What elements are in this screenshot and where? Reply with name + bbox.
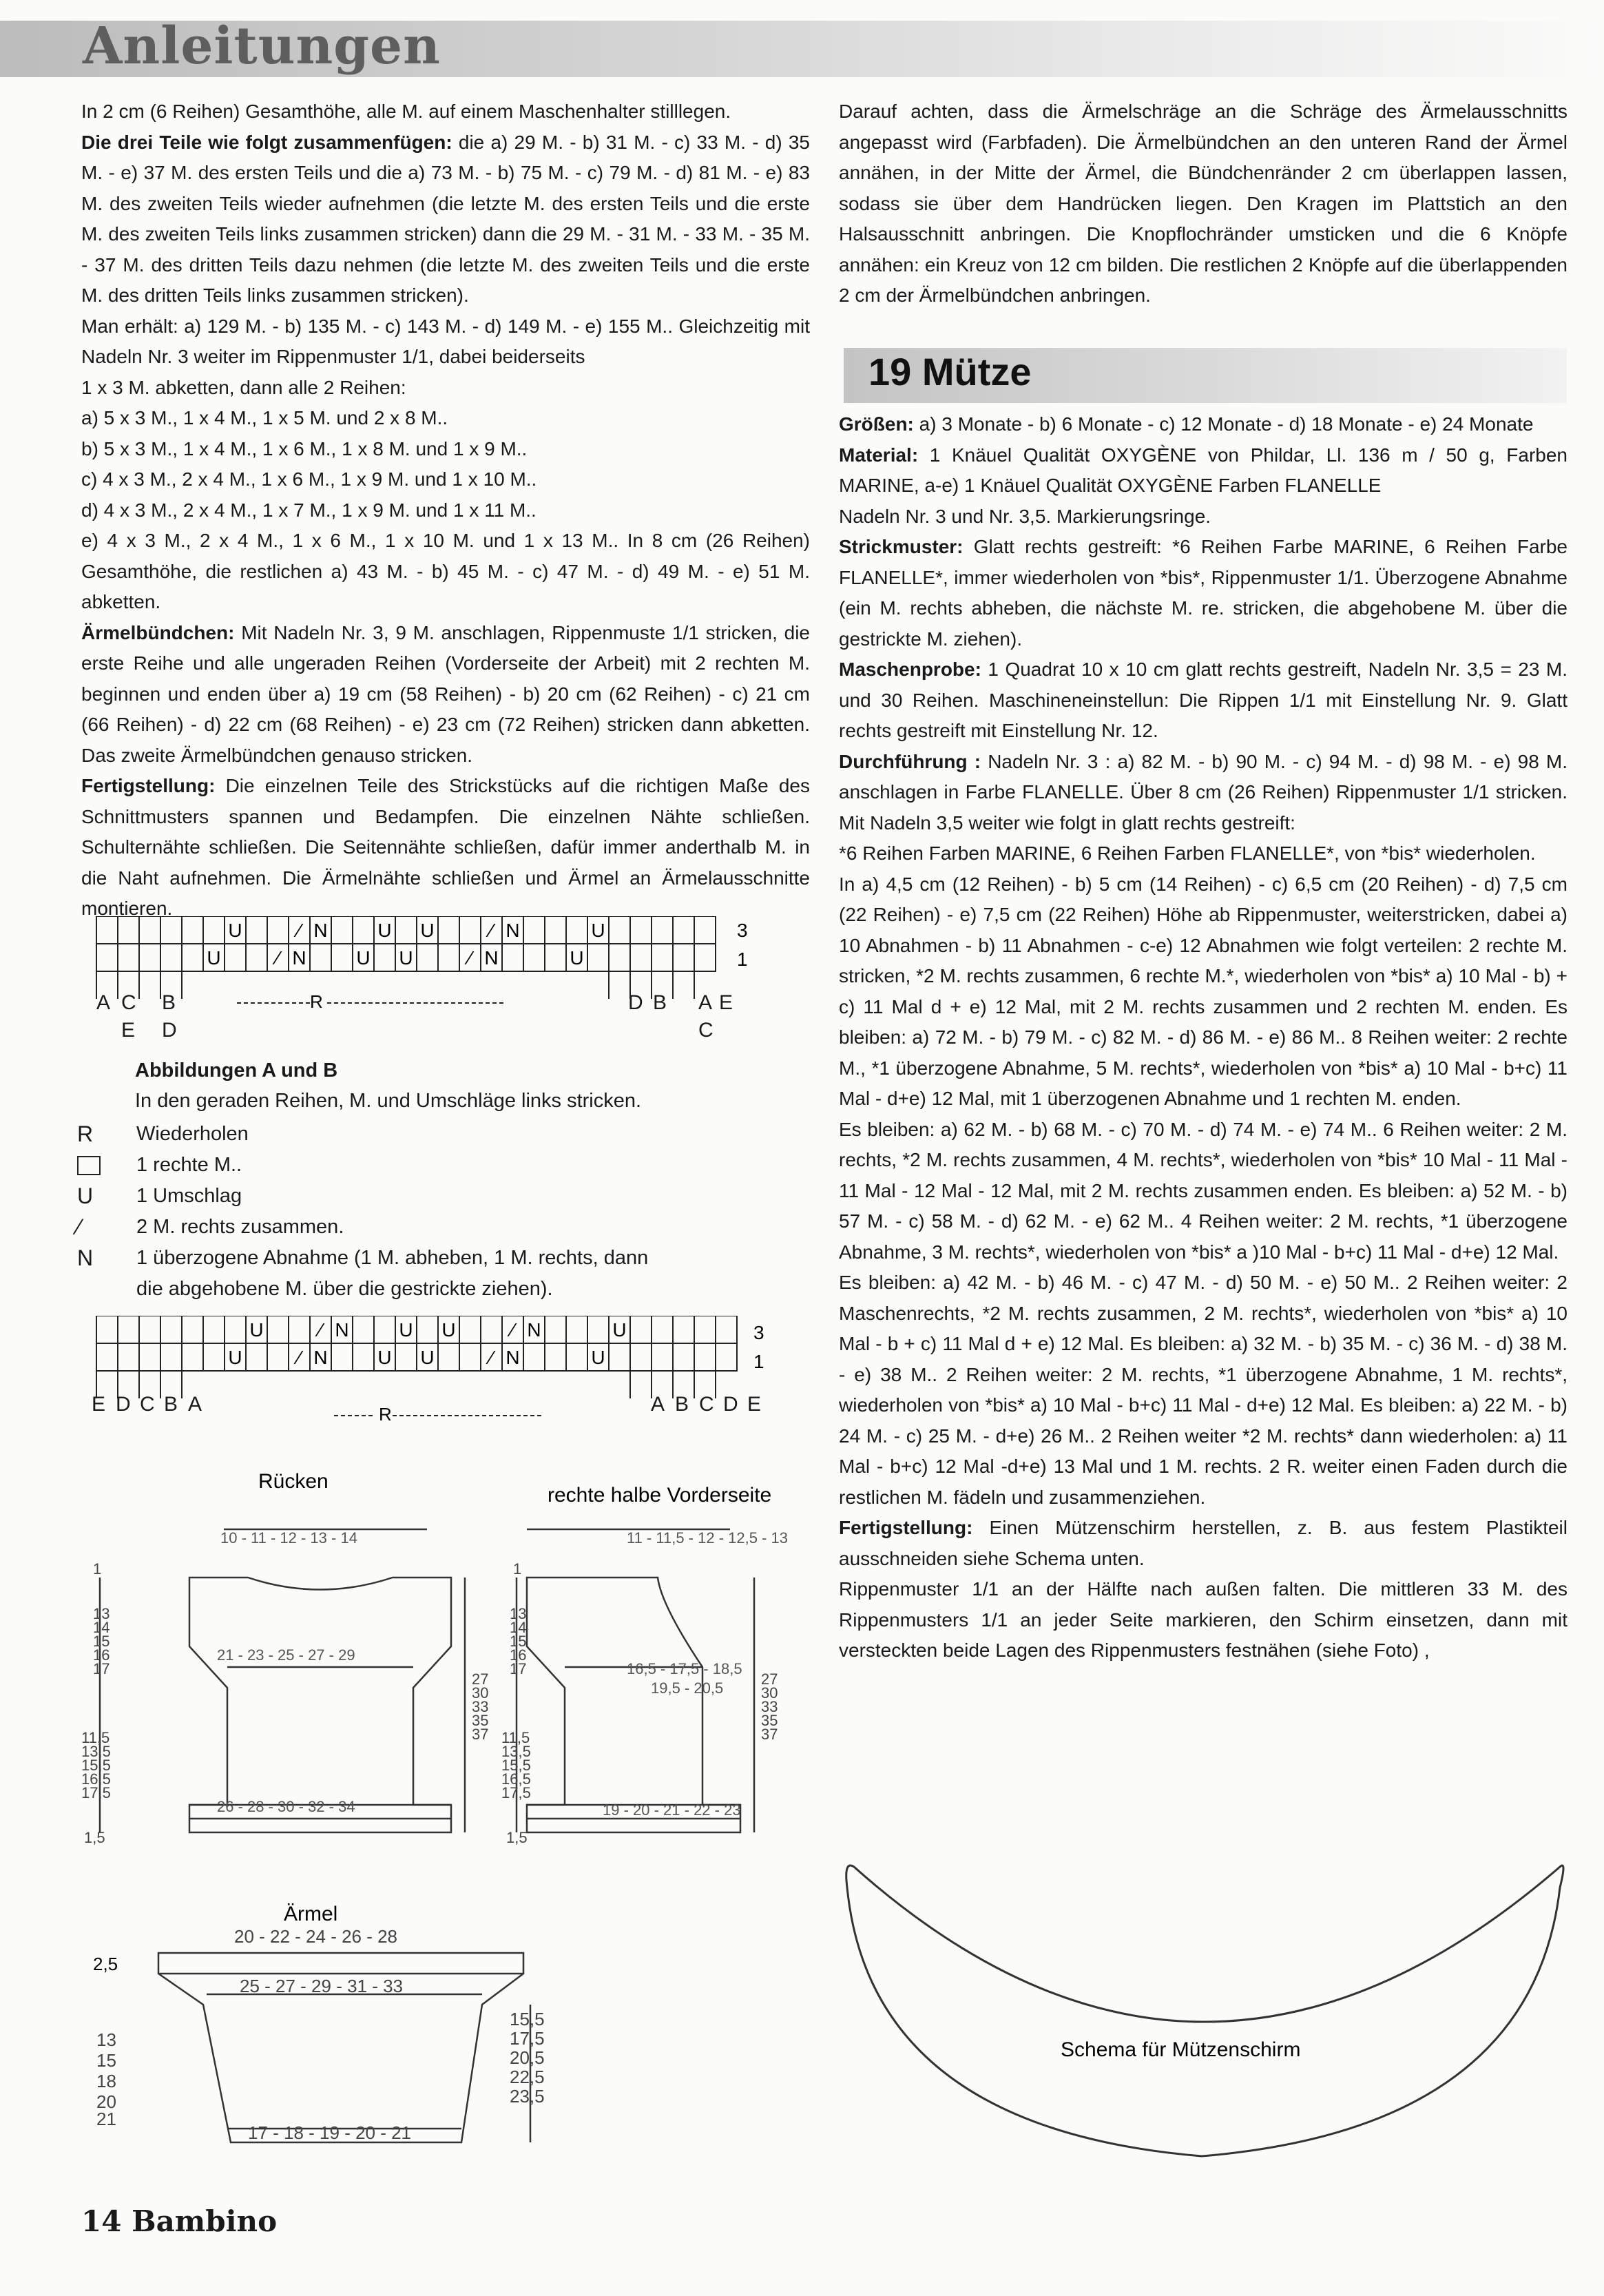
chart-cell <box>353 916 374 944</box>
paragraph: Nadeln Nr. 3 und Nr. 3,5. Markierungsringe. <box>839 505 1211 527</box>
back-total-heights <box>472 1671 488 1743</box>
legend-text: Wiederholen <box>136 1123 249 1145</box>
skpo-symbol: Ν <box>77 1245 94 1270</box>
chart-cell <box>566 916 587 944</box>
height-label: 30 <box>472 1684 489 1702</box>
chart-symbol: U <box>399 947 413 969</box>
measure-label: 25 - 27 - 29 - 31 - 33 <box>240 1976 404 1996</box>
chart-cell <box>395 1343 417 1371</box>
chart-cell <box>438 916 459 944</box>
chart-label: B <box>653 991 667 1014</box>
chart-cell <box>331 944 353 971</box>
measure-label: 17 - 18 - 19 - 20 - 21 <box>248 2122 412 2143</box>
bold-term: Die drei Teile wie folgt zusammenfügen: <box>81 131 452 153</box>
chart-cell <box>652 916 673 944</box>
paragraph: a) 5 x 3 M., 1 x 4 M., 1 x 5 M. und 2 x 8 M.. <box>81 407 448 428</box>
paragraph: c) 4 x 3 M., 2 x 4 M., 1 x 6 M., 1 x 9 M. und 1 x 10 M.. <box>81 468 537 490</box>
chart-cell <box>246 916 267 944</box>
knit-chart-a <box>90 916 778 1040</box>
paragraph <box>81 771 810 924</box>
height-label: 18 <box>96 2071 116 2091</box>
chart-cell <box>267 1343 289 1371</box>
chart-symbol: Ν <box>506 920 520 941</box>
chart-symbol: Ν <box>313 920 328 941</box>
height-label: 13 <box>93 1605 110 1622</box>
chart-symbol: U <box>249 1319 264 1341</box>
measure-label: 10 - 11 - 12 - 13 - 14 <box>220 1529 357 1547</box>
chart-symbol: Ν <box>527 1319 541 1341</box>
chart-label: A <box>188 1393 202 1416</box>
chart-symbol: ⁄ <box>298 1347 301 1368</box>
height-label: 37 <box>472 1726 489 1743</box>
height-label: 17 <box>510 1660 527 1677</box>
chart-cell <box>481 1316 502 1343</box>
chart-label: E <box>121 1019 136 1042</box>
height-label: 15,5 <box>81 1757 111 1774</box>
chart-cell <box>267 916 289 944</box>
chart-cell <box>502 944 523 971</box>
chart-cell <box>353 1343 374 1371</box>
brim-outline <box>846 1865 1563 2156</box>
chart-label: C <box>121 991 136 1014</box>
chart-cell <box>609 1343 630 1371</box>
garment-schematics <box>69 1460 826 2177</box>
chart-cell <box>139 1343 160 1371</box>
paragraph: d) 4 x 3 M., 2 x 4 M., 1 x 7 M., 1 x 9 M. und 1 x 11 M.. <box>81 499 537 521</box>
paragraph-text: Glatt rechts gestreift: *6 Reihen Farbe MARINE, 6 Reihen Farbe FLANELLE*, immer wiederholen von *bis*, Rippenmuster 1/1. Überzogene Abnahme (ein M. rechts abheben, die nächste M. re. stricken, die abgehobene M. über die gestrickte M. ziehen). <box>839 536 1567 650</box>
bold-term: Ärmelbündchen: <box>81 621 235 643</box>
chart-cell <box>609 916 630 944</box>
paragraph <box>81 127 810 311</box>
paragraph: Es bleiben: a) 62 M. - b) 68 M. - c) 70 M. - d) 74 M. - e) 74 M.. 6 Reihen weiter: 2 M. rechts, *2 M. rechts zusammen, 4 M. rechts*, wiederholen von *bis* 10 Mal - 11 Mal - 11 Mal - 12 Mal - 12 Mal, mit 2 M. rechts zusammen enden. Es bleiben: a) 52 M. - b) 57 M. - c) 58 M. - d) 62 M. - e) 62 M.. 4 Reihen weiter: 2 M. rechts, *1 überzogene Abnahme, 3 M. rechts*, wiederholen von *bis* a )10 Mal - b+c) 11 Mal - d+e) 12 Mal. <box>839 1118 1567 1263</box>
repeat-label: R <box>379 1404 392 1425</box>
height-label: 15 <box>93 1633 110 1650</box>
bold-term: Durchführung : <box>839 750 981 772</box>
chart-label: D <box>723 1393 738 1416</box>
chart-label: D <box>162 1019 177 1042</box>
left-column <box>81 96 810 924</box>
legend-item <box>77 1181 766 1212</box>
chart-cell <box>716 1316 737 1343</box>
page-footer <box>81 2204 277 2238</box>
paragraph: b) 5 x 3 M., 1 x 4 M., 1 x 6 M., 1 x 8 M. und 1 x 9 M.. <box>81 437 528 459</box>
chart-symbol: U <box>591 1347 605 1368</box>
legend-text: 2 M. rechts zusammen. <box>136 1216 344 1238</box>
chart-cell <box>694 944 716 971</box>
height-label: 21 <box>96 2109 116 2129</box>
chart-cell <box>630 1316 652 1343</box>
knit-stitch-symbol <box>77 1150 118 1183</box>
chart-cell <box>182 944 203 971</box>
chart-symbol: ⁄ <box>319 1319 322 1341</box>
legend-item <box>77 1274 766 1305</box>
chart-symbol: Ν <box>313 1347 328 1368</box>
bold-term: Fertigstellung: <box>839 1517 973 1538</box>
paragraph: *6 Reihen Farben MARINE, 6 Reihen Farben FLANELLE*, von *bis* wiederholen. <box>839 842 1536 864</box>
chart-cell <box>587 1316 609 1343</box>
chart-label: E <box>747 1393 762 1416</box>
chart-cell <box>694 916 716 944</box>
chart-cell <box>630 1343 652 1371</box>
chart-cell <box>139 944 160 971</box>
chart-symbol: U <box>570 947 584 969</box>
chart-symbol: ⁄ <box>276 947 280 969</box>
chart-symbol: Ν <box>335 1319 349 1341</box>
chart-cell <box>652 944 673 971</box>
chart-symbol: U <box>377 920 392 941</box>
chart-cell <box>96 944 118 971</box>
chart-cell <box>139 1316 160 1343</box>
chart-cell <box>203 916 225 944</box>
right-column <box>839 409 1567 1666</box>
paragraph: 1 x 3 M. abketten, dann alle 2 Reihen: <box>81 376 406 398</box>
chart-cell <box>139 916 160 944</box>
chart-cell <box>267 1316 289 1343</box>
sleeve-left-heights <box>96 2029 116 2129</box>
legend-item <box>77 1119 766 1150</box>
chart-cell <box>182 916 203 944</box>
row-number-3: 3 <box>737 920 748 941</box>
chart-symbol: ⁄ <box>468 947 472 969</box>
legend-title: Abbildungen A und B <box>135 1059 338 1082</box>
bold-term: Fertigstellung: <box>81 775 216 796</box>
chart-cell <box>652 1316 673 1343</box>
chart-cell <box>459 1343 481 1371</box>
paragraph-text: 1 Knäuel Qualität OXYGÈNE von Phildar, Ll. 136 m / 50 g, Farben MARINE, a-e) 1 Knäuel Qualität OXYGÈNE Farben FLANELLE <box>839 444 1567 496</box>
chart-symbol: U <box>591 920 605 941</box>
chart-label: C <box>699 1393 714 1416</box>
paragraph-text: Nadeln Nr. 3 : a) 82 M. - b) 90 M. - c) 94 M. - d) 98 M. - e) 98 M. anschlagen in Farbe FLANELLE. Über 8 cm (26 Reihen) Rippenmuster 1/1 stricken. Mit Nadeln 3,5 weiter wie folgt in glatt rechts gestreift: <box>839 750 1567 834</box>
chart-cell <box>160 944 182 971</box>
height-label: 15 <box>510 1633 527 1650</box>
height-label: 16 <box>93 1646 110 1664</box>
chart-cell <box>716 1343 737 1371</box>
paragraph <box>839 1513 1567 1574</box>
measure-label: 21 - 23 - 25 - 27 - 29 <box>217 1646 355 1664</box>
chart-cell <box>630 916 652 944</box>
chart-symbol: U <box>420 920 435 941</box>
legend-note: In den geraden Reihen, M. und Umschläge links stricken. <box>135 1090 642 1112</box>
height-label: 33 <box>472 1698 489 1715</box>
chart-label: E <box>719 991 733 1014</box>
chart-cell <box>609 944 630 971</box>
legend-text: 1 überzogene Abnahme (1 M. abheben, 1 M. rechts, dann <box>136 1247 649 1269</box>
bold-term: Maschenprobe: <box>839 659 981 680</box>
legend-list <box>77 1119 766 1305</box>
knit-chart-b <box>90 1316 778 1440</box>
row-number-1: 1 <box>737 949 748 970</box>
height-label: 20 <box>96 2091 116 2112</box>
back-outline <box>189 1578 451 1832</box>
chart-symbol: U <box>207 947 221 969</box>
height-label: 23,5 <box>510 2086 545 2107</box>
chart-cell <box>545 1343 566 1371</box>
measure-label: 16,5 - 17,5 - 18,5 <box>627 1660 742 1677</box>
chart-label: D <box>116 1393 131 1416</box>
section-title: 19 Mütze <box>868 350 1032 393</box>
chart-cell <box>96 1316 118 1343</box>
chart-cell <box>331 916 353 944</box>
paragraph: Rippenmuster 1/1 an der Hälfte nach außen falten. Die mittleren 33 M. des Rippenmusters 1/1 an jeder Seite markieren, den Schirm einsetzen, dann mit versteckten beide Lagen des Rippenmusters festnähen (siehe Foto) , <box>839 1578 1567 1661</box>
chart-symbol: ⁄ <box>490 1347 493 1368</box>
paragraph: Es bleiben: a) 42 M. - b) 46 M. - c) 47 M. - d) 50 M. - e) 50 M.. 2 Reihen weiter: 2 Maschenrechts, *2 M. rechts zusammen, 2 M. rechts*, wiederholen von *bis* a) 10 Mal - b + c) 11 Mal d + e) 12 Mal. Es bleiben: a) 32 M. - b) 35 M. - c) 36 M. - d) 38 M. - e) 38 M.. 2 Reihen weiter: 2 M. rechts, *1 überzogene Abnahme, 1 M. rechts*, wiederholen von *bis* a) 10 Mal - b+c) 11 Mal - d+e) 12 Mal. Es bleiben: a) 22 M. - b) 24 M. - c) 25 M. - d+e) 26 M.. 2 Reihen weiter *2 M. rechts* dann wiederholen: a) 11 Mal - b+c) 12 Mal -d+e) 13 Mal und 1 M. rechts. 2 R. weiter einen Faden durch die restlichen M. fädeln und zusammenziehen. <box>839 1272 1567 1508</box>
chart-cell <box>545 944 566 971</box>
legend-text: 1 rechte M.. <box>136 1154 242 1176</box>
chart-symbol: U <box>228 1347 242 1368</box>
chart-cell <box>160 1343 182 1371</box>
chart-label: B <box>675 1393 689 1416</box>
chart-symbol: U <box>399 1319 413 1341</box>
paragraph-text: Mit Nadeln Nr. 3, 9 M. anschlagen, Rippenmuste 1/1 stricken, die erste Reihe und alle ungeraden Reihen (Vorderseite der Arbeit) mit 2 rechten M. beginnen und enden über a) 19 cm (58 Reihen) - b) 20 cm (62 Reihen) - c) 21 cm (66 Reihen) - d) 22 cm (68 Reihen) - e) 23 cm (72 Reihen) stricken dann abketten. Das zweite Ärmelbündchen genauso stricken. <box>81 621 810 766</box>
chart-symbol: Ν <box>484 947 499 969</box>
paragraph-text: die a) 29 M. - b) 31 M. - c) 33 M. - d) 35 M. - e) 37 M. des ersten Teils und die a) 73 M. - b) 75 M. - c) 79 M. - d) 81 M. - e) 83 M. des zweiten Teils wieder aufnehmen (die letzte M. des ersten Teils und die erste M. des zweiten Teils links zusammen stricken) dann die 29 M. - 31 M. - 33 M. - 35 M. - 37 M. des dritten Teils dazu nehmen (die letzte M. des zweiten Teils und die erste M. des dritten Teils links zusammen stricken). <box>81 131 810 306</box>
height-label: 35 <box>472 1712 489 1729</box>
chart-cell <box>118 1343 139 1371</box>
chart-label: C <box>140 1393 155 1416</box>
chart-cell <box>203 1316 225 1343</box>
chart-cell <box>630 944 652 971</box>
row-number-1: 1 <box>753 1351 764 1372</box>
measure-label: 19 - 20 - 21 - 22 - 23 <box>603 1801 741 1819</box>
height-label: 15,5 <box>501 1757 531 1774</box>
paragraph <box>839 532 1567 654</box>
paragraph: In 2 cm (6 Reihen) Gesamthöhe, alle M. auf einem Maschenhalter stilllegen. <box>81 101 731 122</box>
measure-label: 2,5 <box>93 1954 118 1974</box>
paragraph-text: a) 3 Monate - b) 6 Monate - c) 12 Monate - d) 18 Monate - e) 24 Monate <box>913 413 1534 435</box>
height-label: 22,5 <box>510 2067 545 2087</box>
chart-cell <box>96 1343 118 1371</box>
chart-cell <box>673 1316 694 1343</box>
sleeve-right-heights <box>510 2009 545 2107</box>
chart-symbol: ⁄ <box>511 1319 514 1341</box>
brim-schematic <box>844 1853 1574 2184</box>
chart-cell <box>331 1343 353 1371</box>
sleeve-title: Ärmel <box>284 1903 338 1925</box>
magazine-name: Bambino <box>132 2204 278 2238</box>
chart-cell <box>417 944 438 971</box>
height-label: 17 <box>93 1660 110 1677</box>
chart-cell <box>246 944 267 971</box>
height-label: 20,5 <box>510 2047 545 2068</box>
back-title: Rücken <box>258 1470 329 1493</box>
chart-label: B <box>162 991 176 1014</box>
chart-cell <box>118 944 139 971</box>
chart-label: D <box>628 991 643 1014</box>
chart-symbol: Ν <box>506 1347 520 1368</box>
chart-cell <box>225 1316 246 1343</box>
chart-cell <box>523 1343 545 1371</box>
measure-label: 20 - 22 - 24 - 26 - 28 <box>234 1926 398 1947</box>
paragraph <box>839 654 1567 747</box>
height-label: 37 <box>761 1726 778 1743</box>
chart-symbol: U <box>377 1347 392 1368</box>
height-label: 1,5 <box>506 1829 528 1846</box>
height-label: 35 <box>761 1712 778 1729</box>
paragraph <box>839 409 1567 440</box>
chart-b-grid <box>96 1316 737 1398</box>
paragraph: Man erhält: a) 129 M. - b) 135 M. - c) 143 M. - d) 149 M. - e) 155 M.. Gleichzeitig mit Nadeln Nr. 3 weiter im Rippenmuster 1/1, dabei beiderseits <box>81 315 810 367</box>
height-label: 11,5 <box>81 1729 110 1746</box>
height-label: 11,5 <box>501 1729 530 1746</box>
chart-cell <box>438 1343 459 1371</box>
page-title: Anleitungen <box>83 17 441 76</box>
chart-cell <box>459 916 481 944</box>
legend-item <box>77 1212 766 1243</box>
legend-item <box>77 1150 766 1181</box>
chart-cell <box>374 944 395 971</box>
chart-symbol: Ν <box>292 947 306 969</box>
brim-label: Schema für Mützenschirm <box>1061 2038 1301 2061</box>
measure-label: 19,5 - 20,5 <box>651 1679 724 1697</box>
height-label: 14 <box>93 1619 110 1636</box>
chart-cell <box>673 916 694 944</box>
chart-symbol: U <box>420 1347 435 1368</box>
chart-label: C <box>698 1019 714 1042</box>
chart-cell <box>566 1343 587 1371</box>
height-label: 1,5 <box>84 1829 105 1846</box>
legend-heading <box>135 1055 641 1116</box>
chart-symbol: ⁄ <box>490 920 493 941</box>
chart-cell <box>438 944 459 971</box>
chart-cell <box>545 1316 566 1343</box>
height-label: 16,5 <box>81 1770 111 1788</box>
chart-cell <box>182 1343 203 1371</box>
paragraph-text: 1 Quadrat 10 x 10 cm glatt rechts gestreift, Nadeln Nr. 3,5 = 23 M. und 30 Reihen. Maschineneinstellun: Die Rippen 1/1 mit Einstellung Nr. 9. Glatt rechts gestreift mit Einstellung Nr. 12. <box>839 659 1567 741</box>
chart-cell <box>694 1316 716 1343</box>
chart-label: A <box>96 991 111 1014</box>
paragraph: e) 4 x 3 M., 2 x 4 M., 1 x 6 M., 1 x 10 M. und 1 x 13 M.. In 8 cm (26 Reihen) Gesamthöhe, die restlichen a) 43 M. - b) 45 M. - c) 47 M. - d) 49 M. - e) 51 M. abketten. <box>81 530 810 612</box>
chart-label: B <box>164 1393 178 1416</box>
chart-symbol: U <box>441 1319 456 1341</box>
paragraph: Darauf achten, dass die Ärmelschräge an die Schräge des Ärmelausschnitts angepasst wird (Farbfaden). Die Ärmelbündchen an den unteren Rand der Ärmel annähen, in der Mitte der Ärmel, die Bündchenränder 2 cm überlappen lassen, sodass sie über dem Handrücken liegen. Den Kragen im Plattstich an den Halsausschnitt anbringen. Die Knopflochränder umsticken und die 6 Knöpfe annähen: ein Kreuz von 12 cm bilden. Die restlichen 2 Knöpfe auf die überlappenden 2 cm der Ärmelbündchen anbringen. <box>839 101 1567 306</box>
paragraph <box>839 747 1567 839</box>
chart-cell <box>203 1343 225 1371</box>
chart-cell <box>587 944 609 971</box>
height-label: 14 <box>510 1619 527 1636</box>
measure-label: 11 - 11,5 - 12 - 12,5 - 13 <box>627 1529 788 1547</box>
back-left-heights <box>81 1560 111 1846</box>
chart-cell <box>417 1316 438 1343</box>
chart-cell <box>118 916 139 944</box>
front-title: rechte halbe Vorderseite <box>548 1484 772 1507</box>
legend-text: 1 Umschlag <box>136 1185 242 1207</box>
chart-cell <box>96 916 118 944</box>
height-label: 16,5 <box>501 1770 531 1788</box>
height-label: 27 <box>472 1671 489 1688</box>
chart-cell <box>160 1316 182 1343</box>
chart-cell <box>225 944 246 971</box>
height-label: 33 <box>761 1698 778 1715</box>
repeat-label: R <box>310 991 323 1012</box>
height-label: 15 <box>96 2050 116 2071</box>
k2tog-symbol: ⁄ <box>77 1214 81 1239</box>
chart-cell <box>246 1343 267 1371</box>
page-number: 14 <box>81 2204 122 2238</box>
chart-symbol: U <box>612 1319 627 1341</box>
chart-cell <box>694 1343 716 1371</box>
section-heading-bar <box>844 348 1567 403</box>
chart-cell <box>374 1316 395 1343</box>
height-label: 13 <box>510 1605 527 1622</box>
front-outline <box>527 1578 740 1832</box>
chart-cell <box>673 1343 694 1371</box>
chart-cell <box>523 916 545 944</box>
height-label: 15,5 <box>510 2009 545 2029</box>
height-label: 16 <box>510 1646 527 1664</box>
chart-symbol: ⁄ <box>298 920 301 941</box>
bold-term: Größen: <box>839 413 914 435</box>
bold-term: Material: <box>839 444 919 466</box>
height-label: 27 <box>761 1671 778 1688</box>
height-label: 30 <box>761 1684 778 1702</box>
height-label: 17,5 <box>501 1784 531 1801</box>
chart-cell <box>459 1316 481 1343</box>
height-label: 17,5 <box>510 2028 545 2049</box>
height-label: 13 <box>96 2029 116 2050</box>
chart-cell <box>566 1316 587 1343</box>
chart-cell <box>545 916 566 944</box>
chart-label: E <box>92 1393 106 1416</box>
height-label: 17,5 <box>81 1784 111 1801</box>
height-label: 1 <box>513 1560 522 1578</box>
chart-cell <box>160 916 182 944</box>
legend-text: die abgehobene M. über die gestrickte ziehen). <box>136 1278 553 1300</box>
measure-label: 26 - 28 - 30 - 32 - 34 <box>217 1798 355 1815</box>
chart-symbol: U <box>356 947 371 969</box>
height-label: 13,5 <box>501 1743 531 1760</box>
page-header <box>0 14 1604 83</box>
right-column-top <box>839 96 1567 311</box>
yarn-over-symbol: U <box>77 1183 94 1208</box>
chart-label: A <box>651 1393 665 1416</box>
paragraph <box>839 440 1567 501</box>
chart-cell <box>395 916 417 944</box>
chart-cell <box>353 1316 374 1343</box>
chart-label: A <box>698 991 713 1014</box>
chart-symbol: U <box>228 920 242 941</box>
chart-cell <box>118 1316 139 1343</box>
chart-cell <box>652 1343 673 1371</box>
paragraph: In a) 4,5 cm (12 Reihen) - b) 5 cm (14 Reihen) - c) 6,5 cm (20 Reihen) - d) 7,5 cm (22 Reihen) - e) 7,5 cm (22 Reihen) Höhe ab Rippenmuster, weiterstricken, dabei a) 10 Abnahmen - b) 11 Abnahmen - c-e) 12 Abnahmen wie folgt verteilen: 2 rechte M. stricken, *2 M. rechts zusammen, 6 rechte M.*, wiederholen von *bis* a) 10 Mal - b) + c) 11 Mal d + e) 12 Mal, mit 2 M. rechts zusammen und 2 rechten M. enden. Es bleiben: a) 72 M. - b) 79 M. - c) 82 M. - d) 86 M. - e) 86 M.. 8 Reihen weiter: 2 rechte M., *1 überzogene Abnahme, 5 M. rechts*, wiederholen von *bis* a) 10 Mal - b+c) 11 Mal - d+e) 12 Mal, mit 1 überzogenen Abnahme und 1 rechten M. enden. <box>839 873 1567 1109</box>
bold-term: Strickmuster: <box>839 536 964 557</box>
chart-cell <box>523 944 545 971</box>
paragraph-text: Die einzelnen Teile des Strickstücks auf die richtigen Maße des Schnittmusters spannen und Bedampfen. Die einzelnen Nähte schließen. Schulternähte schließen. Die Seitennähte schließen, dafür immer anderthalb M. in die Naht aufnehmen. Die Ärmelnähte schließen und Ärmel an Ärmelausschnitte montieren. <box>81 775 810 919</box>
front-total-heights <box>761 1671 778 1743</box>
paragraph-text: Einen Mützenschirm herstellen, z. B. aus festem Plastikteil ausschneiden siehe Schema unten. <box>839 1517 1567 1569</box>
row-number-3: 3 <box>753 1322 764 1343</box>
chart-a-grid <box>96 916 716 999</box>
height-label: 1 <box>93 1560 102 1578</box>
height-label: 13,5 <box>81 1743 111 1760</box>
chart-cell <box>289 1316 310 1343</box>
chart-cell <box>310 944 331 971</box>
legend-item <box>77 1243 766 1274</box>
chart-cell <box>182 1316 203 1343</box>
chart-cell <box>673 944 694 971</box>
paragraph <box>81 618 810 772</box>
repeat-symbol: R <box>77 1121 94 1146</box>
